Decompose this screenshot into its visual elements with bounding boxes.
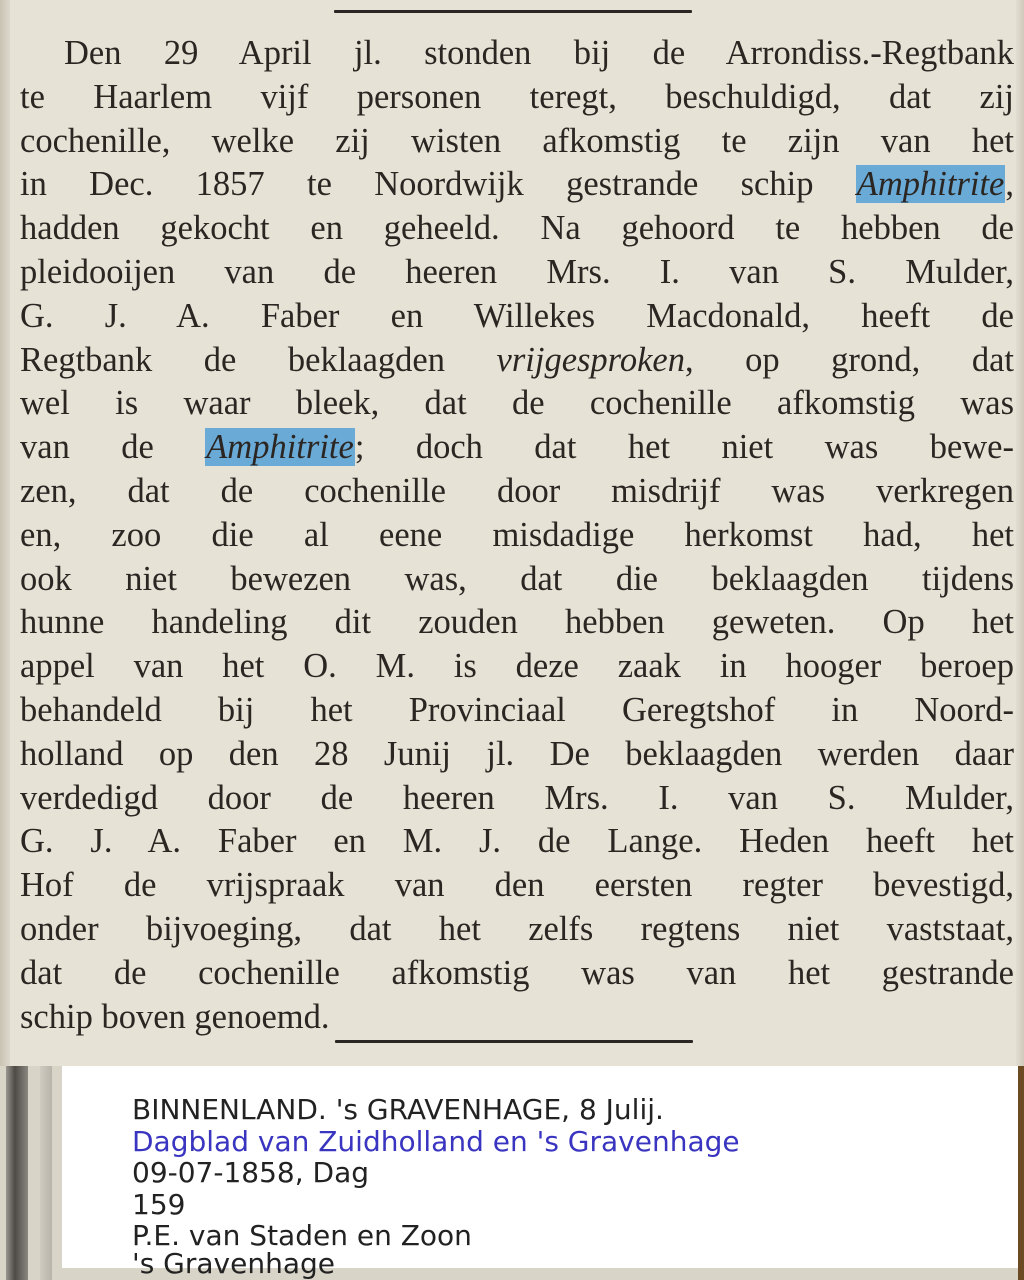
bottom-divider-rule <box>335 1040 693 1043</box>
newspaper-title-link[interactable]: Dagblad van Zuidholland en 's Gravenhage <box>132 1124 740 1158</box>
article-line: onder bijvoeging, dat het zelfs regtens niet vaststaat, <box>20 909 1014 948</box>
article-line: G. J. A. Faber en Willekes Macdonald, heeft de <box>20 296 1014 335</box>
top-divider-rule <box>334 10 692 13</box>
page-edge-strip <box>40 1066 52 1280</box>
highlighted-search-term: Amphitrite <box>856 165 1005 204</box>
article-text: , op grond, dat <box>684 340 1014 379</box>
right-edge-strip <box>1018 1066 1024 1280</box>
metadata-place: 's Gravenhage <box>132 1246 335 1280</box>
article-line: en, zoo die al eene misdadige herkomst had, het <box>20 515 1014 554</box>
italic-term: vrijgesproken <box>496 340 685 379</box>
article-line: verdedigd door de heeren Mrs. I. van S. Mulder, <box>20 778 1014 817</box>
source-metadata-panel <box>62 1066 1018 1280</box>
article-text: van de <box>20 428 206 467</box>
article-line: behandeld bij het Provinciaal Geregtshof in Noord- <box>20 690 1014 729</box>
article-line <box>20 339 1014 383</box>
page-edge-bar <box>6 1066 28 1280</box>
article-line: te Haarlem vijf personen teregt, beschuldigd, dat zij <box>20 77 1014 116</box>
article-text: Regtbank de beklaagden <box>20 340 497 379</box>
highlighted-search-term: Amphitrite <box>206 428 354 467</box>
metadata-publisher: P.E. van Staden en Zoon <box>132 1219 472 1252</box>
article-line: holland op den 28 Junij jl. De beklaagden werden daar <box>20 734 1014 773</box>
article-line: Den 29 April jl. stonden bij de Arrondiss.-Regtbank <box>64 34 1014 72</box>
article-line: schip boven genoemd. <box>20 997 330 1036</box>
article-line <box>20 426 1014 470</box>
article-line: wel is waar bleek, dat de cochenille afkomstig was <box>20 384 1014 423</box>
article-text: ; doch dat het niet was bewe- <box>354 428 1014 467</box>
article-line: ook niet bewezen was, dat die beklaagden tijdens <box>20 559 1014 598</box>
metadata-issue-number: 159 <box>132 1187 186 1221</box>
article-line: Hof de vrijspraak van den eersten regter bevestigd, <box>20 866 1014 905</box>
article-line: dat de cochenille afkomstig was van het gestrande <box>20 953 1014 992</box>
article-text: , <box>1005 165 1014 204</box>
metadata-heading: BINNENLAND. 's GRAVENHAGE, 8 Julij. <box>132 1093 664 1126</box>
article-line: hadden gekocht en geheeld. Na gehoord te hebben de <box>20 209 1014 248</box>
article-line: hunne handeling dit zouden hebben geweten. Op het <box>20 603 1014 642</box>
article-line: zen, dat de cochenille door misdrijf was verkregen <box>20 471 1014 510</box>
article-line <box>20 163 1014 207</box>
metadata-date: 09-07-1858, Dag <box>132 1156 370 1189</box>
article-line: pleidooijen van de heeren Mrs. I. van S. Mulder, <box>20 252 1014 291</box>
article-line: G. J. A. Faber en M. J. de Lange. Heden heeft het <box>20 822 1014 861</box>
article-body <box>20 32 1014 1039</box>
article-text: in Dec. 1857 te Noordwijk gestrande schip <box>20 165 856 204</box>
article-line: cochenille, welke zij wisten afkomstig te zijn van het <box>20 121 1014 160</box>
article-line: appel van het O. M. is deze zaak in hooger beroep <box>20 647 1014 686</box>
